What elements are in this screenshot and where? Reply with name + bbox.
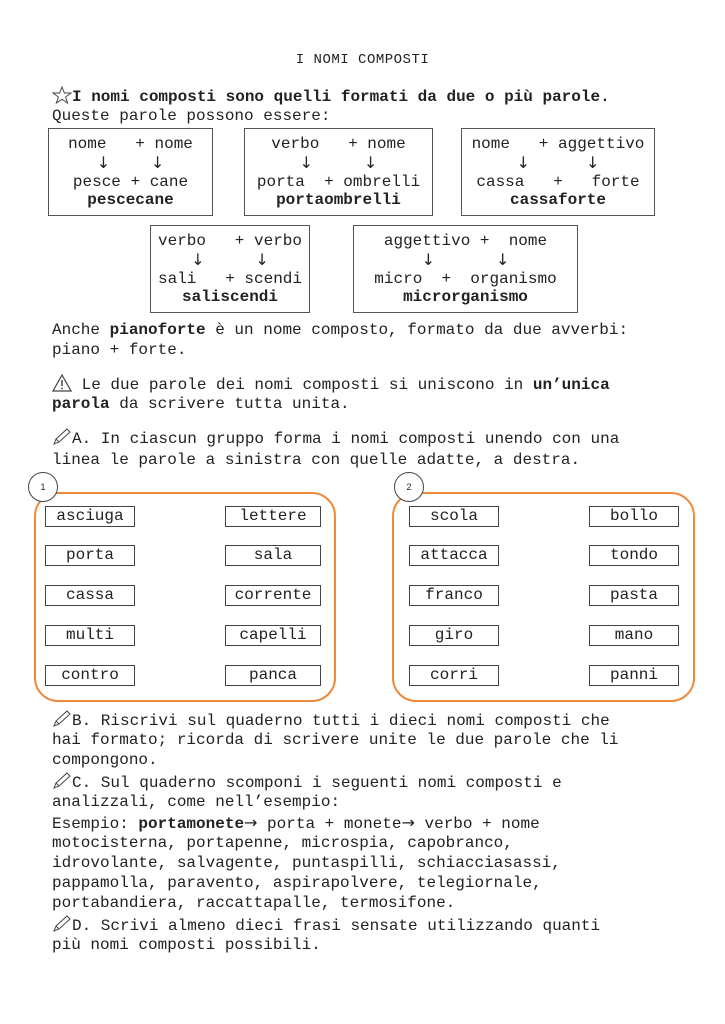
exercise-b-line-3: compongono. [52, 751, 158, 769]
word-right[interactable]: sala [225, 545, 321, 566]
word-list-line: motocisterna, portapenne, microspia, capobranco, [52, 834, 513, 852]
box-words: porta + ombrelli [256, 173, 421, 191]
word-left[interactable]: cassa [45, 585, 135, 606]
box-pattern: verbo + nome [271, 135, 406, 153]
composition-box [150, 225, 310, 313]
word-left[interactable]: attacca [409, 545, 499, 566]
composition-box [244, 128, 433, 216]
composition-box [461, 128, 655, 216]
warning-line-2: parola da scrivere tutta unita. [52, 395, 350, 413]
word-right[interactable]: mano [589, 625, 679, 646]
box-pattern: nome + nome [68, 135, 193, 153]
warning-line: Le due parole dei nomi composti si uniscono in un’unica [52, 374, 610, 398]
box-pattern: verbo + verbo [157, 232, 303, 250]
word-left[interactable]: franco [409, 585, 499, 606]
example-line: Esempio: portamonete→ porta + monete→ verbo + nome [52, 813, 540, 833]
pianoforte-line-2: piano + forte. [52, 341, 187, 359]
arrow-down-icon: ↓ ↓ [191, 250, 269, 269]
exercise-a-line: A. In ciascun gruppo forma i nomi composti unendo con una [52, 428, 619, 452]
group-number-badge: 1 [28, 472, 58, 502]
word-right[interactable]: capelli [225, 625, 321, 646]
box-words: pesce + cane [72, 173, 189, 191]
word-right[interactable]: pasta [589, 585, 679, 606]
arrow-down-icon: ↓ ↓ [299, 153, 378, 172]
word-left[interactable]: corri [409, 665, 499, 686]
pencil-icon [52, 428, 72, 452]
exercise-c-line-2: analizzali, come nell’esempio: [52, 793, 341, 811]
word-right[interactable]: lettere [225, 506, 321, 527]
box-result: pescecane [87, 191, 174, 209]
exercise-b-line-2: hai formato; ricorda di scrivere unite le due parole che li [52, 731, 619, 749]
intro-bold: I nomi composti sono quelli formati da due o più parole. [72, 88, 610, 106]
arrow-down-icon: ↓ ↓ [96, 153, 165, 172]
word-list-line: pappamolla, paravento, aspirapolvere, telegiornale, [52, 874, 542, 892]
word-left[interactable]: asciuga [45, 506, 135, 527]
box-pattern: nome + aggettivo [471, 135, 645, 153]
arrow-right-icon: → [401, 813, 415, 832]
word-left[interactable]: scola [409, 506, 499, 527]
composition-box [48, 128, 213, 216]
intro-line-2: Queste parole possono essere: [52, 107, 331, 125]
arrow-right-icon: → [244, 813, 258, 832]
word-list-line: idrovolante, salvagente, puntaspilli, schiacciasassi, [52, 854, 561, 872]
word-left[interactable]: contro [45, 665, 135, 686]
exercise-b-line: B. Riscrivi sul quaderno tutti i dieci nomi composti che [52, 710, 610, 734]
box-result: microrganismo [403, 288, 528, 306]
exercise-a-line-2: linea le parole a sinistra con quelle adatte, a destra. [52, 451, 581, 469]
box-words: cassa + forte [476, 173, 640, 191]
page-title: I NOMI COMPOSTI [295, 52, 430, 68]
exercise-c-line: C. Sul quaderno scomponi i seguenti nomi composti e [52, 772, 562, 796]
box-result: saliscendi [181, 288, 278, 306]
word-right[interactable]: tondo [589, 545, 679, 566]
pianoforte-line: Anche pianoforte è un nome composto, formato da due avverbi: [52, 321, 629, 339]
word-right[interactable]: corrente [225, 585, 321, 606]
box-pattern: aggettivo + nome [383, 232, 548, 250]
box-result: portaombrelli [276, 191, 401, 209]
exercise-d-line-2: più nomi composti possibili. [52, 936, 321, 954]
word-list-line: portabandiera, raccattapalle, termosifone. [52, 894, 456, 912]
arrow-down-icon: ↓ ↓ [516, 153, 600, 172]
group-number-badge: 2 [394, 472, 424, 502]
box-words: sali + scendi [157, 270, 303, 288]
word-right[interactable]: bollo [589, 506, 679, 527]
word-right[interactable]: panca [225, 665, 321, 686]
composition-box [353, 225, 578, 313]
word-left[interactable]: giro [409, 625, 499, 646]
box-words: micro + organismo [374, 270, 557, 288]
box-result: cassaforte [509, 191, 606, 209]
word-left[interactable]: porta [45, 545, 135, 566]
exercise-d-line: D. Scrivi almeno dieci frasi sensate utilizzando quanti [52, 915, 600, 939]
word-left[interactable]: multi [45, 625, 135, 646]
word-right[interactable]: panni [589, 665, 679, 686]
arrow-down-icon: ↓ ↓ [421, 250, 510, 269]
